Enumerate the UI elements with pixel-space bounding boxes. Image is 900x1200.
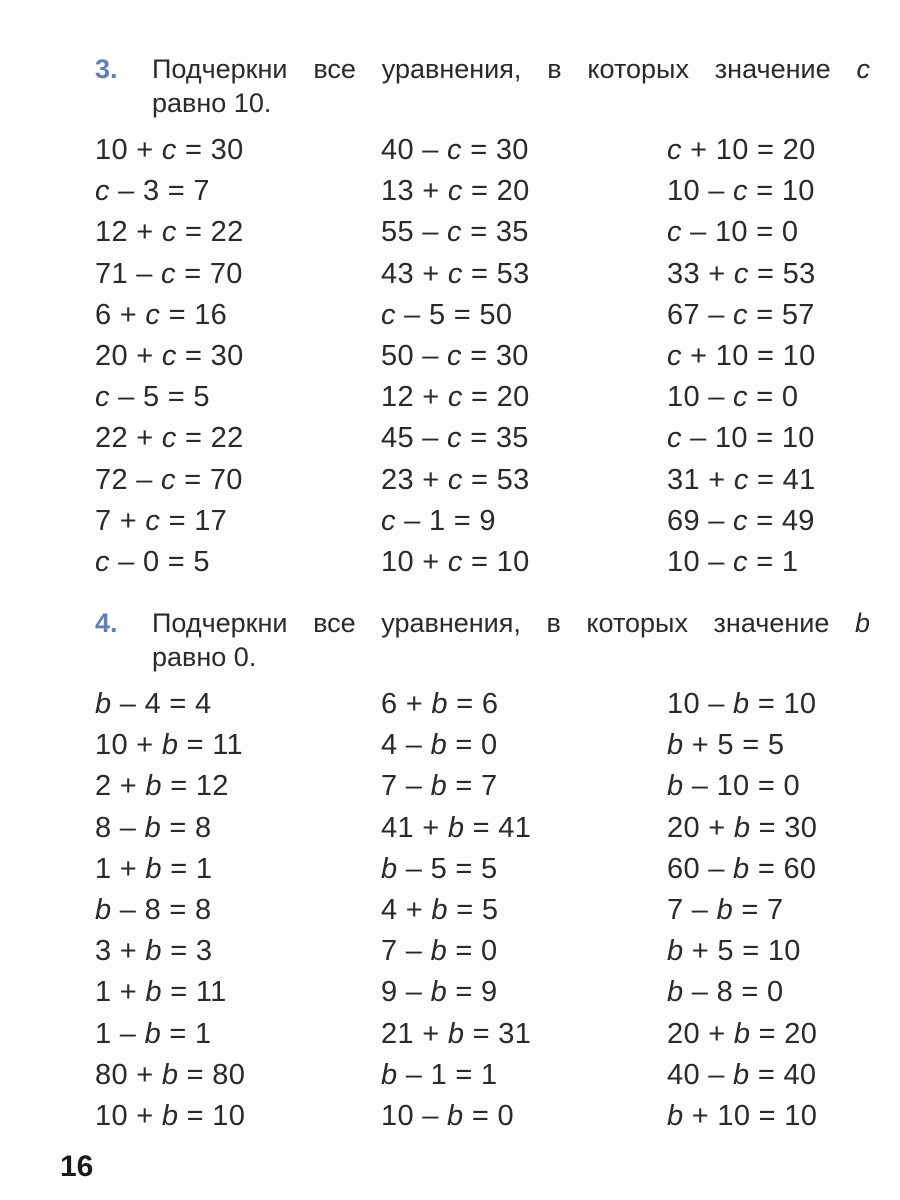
equation: 10 – b = 10 — [667, 688, 817, 720]
instruction-word: все — [313, 608, 356, 638]
instruction-word: которых — [587, 54, 689, 84]
equation: b – 4 = 4 — [95, 688, 212, 720]
equation-grid — [95, 684, 870, 1137]
instruction-word: Подчеркни — [152, 608, 288, 638]
equation: 10 + b = 11 — [95, 729, 243, 762]
equation: 40 – c = 30 — [381, 134, 529, 166]
equation: c – 10 = 0 — [667, 216, 799, 249]
task-number: 3. — [95, 54, 118, 84]
equation: 10 + b = 10 — [95, 1099, 246, 1132]
equation-grid — [95, 130, 870, 583]
equation: 41 + b = 41 — [381, 811, 532, 844]
equation: 1 + b = 11 — [95, 976, 227, 1009]
equation: 31 + c = 41 — [667, 463, 816, 496]
instruction-word: значение — [713, 608, 830, 638]
instruction-word: в — [546, 608, 561, 638]
equation: 7 – b = 0 — [381, 935, 498, 968]
equation: 10 – c = 1 — [667, 545, 799, 578]
task-instruction — [152, 606, 870, 674]
instruction-word: которых — [586, 608, 688, 638]
equation: b – 1 = 1 — [381, 1058, 498, 1091]
instruction-variable: b — [854, 608, 870, 638]
equation: 1 + b = 1 — [95, 852, 213, 885]
instruction-variable: c — [856, 54, 870, 84]
equation: 10 – b = 0 — [381, 1099, 514, 1132]
equation: 45 – c = 35 — [381, 422, 529, 455]
instruction-line-2: равно 10. — [152, 88, 272, 118]
equation: b + 10 = 10 — [667, 1099, 818, 1132]
equation: b + 5 = 5 — [667, 729, 785, 762]
equation: 10 – c = 0 — [667, 381, 799, 414]
equation: 33 + c = 53 — [667, 257, 816, 290]
instruction-word: уравнения, — [381, 54, 522, 84]
instruction-word: Подчеркни — [152, 54, 288, 84]
equation: c + 10 = 10 — [667, 339, 816, 372]
equation: 6 + b = 6 — [381, 688, 499, 720]
equation: 40 – b = 40 — [667, 1058, 817, 1091]
task-3-heading — [95, 52, 870, 120]
instruction-word: все — [313, 54, 356, 84]
equation: c + 10 = 20 — [667, 134, 816, 166]
equation: b – 5 = 5 — [381, 852, 498, 885]
equation: 10 + c = 10 — [381, 545, 530, 578]
equation: 13 + c = 20 — [381, 175, 530, 208]
equation: 60 – b = 60 — [667, 852, 817, 885]
task-3 — [95, 52, 870, 583]
equation: b – 10 = 0 — [667, 770, 800, 803]
equation: 80 + b = 80 — [95, 1058, 246, 1091]
equation: c – 3 = 7 — [95, 175, 210, 208]
task-4-heading — [95, 606, 870, 674]
instruction-line-1 — [152, 606, 870, 640]
equation: 67 – c = 57 — [667, 298, 815, 331]
equation: 72 – c = 70 — [95, 463, 243, 496]
equation: 1 – b = 1 — [95, 1017, 212, 1050]
instruction-line-2: равно 0. — [152, 642, 257, 672]
equation: 7 – b = 7 — [667, 893, 784, 926]
equation: 43 + c = 53 — [381, 257, 530, 290]
equation: 3 + b = 3 — [95, 935, 213, 968]
equation: 7 + c = 17 — [95, 504, 228, 537]
instruction-word: уравнения, — [381, 608, 521, 638]
equation: b – 8 = 8 — [95, 893, 212, 926]
equation: c – 0 = 5 — [95, 545, 210, 578]
equation: 7 – b = 7 — [381, 770, 498, 803]
equation: 10 + c = 30 — [95, 134, 244, 166]
equation: 69 – c = 49 — [667, 504, 815, 537]
equation: 4 – b = 0 — [381, 729, 498, 762]
instruction-line-1 — [152, 52, 870, 86]
equation: 50 – c = 30 — [381, 339, 529, 372]
equation: 9 – b = 9 — [381, 976, 498, 1009]
equation: c – 5 = 5 — [95, 381, 210, 414]
equation: 22 + c = 22 — [95, 422, 244, 455]
equation: 20 + c = 30 — [95, 339, 244, 372]
equation: c – 5 = 50 — [381, 298, 513, 331]
task-4 — [95, 606, 870, 1137]
equation: b + 5 = 10 — [667, 935, 801, 968]
equation: c – 10 = 10 — [667, 422, 815, 455]
equation: 6 + c = 16 — [95, 298, 228, 331]
task-number: 4. — [95, 608, 118, 638]
equation: 2 + b = 12 — [95, 770, 229, 803]
equation: 21 + b = 31 — [381, 1017, 532, 1050]
equation: 4 + b = 5 — [381, 893, 499, 926]
equation: 12 + c = 22 — [95, 216, 244, 249]
equation: 71 – c = 70 — [95, 257, 243, 290]
equation: 20 + b = 30 — [667, 811, 818, 844]
instruction-word: в — [547, 54, 562, 84]
equation: 12 + c = 20 — [381, 381, 530, 414]
equation: 20 + b = 20 — [667, 1017, 818, 1050]
instruction-word: значение — [714, 54, 831, 84]
equation: c – 1 = 9 — [381, 504, 496, 537]
equation: b – 8 = 0 — [667, 976, 784, 1009]
equation: 23 + c = 53 — [381, 463, 530, 496]
equation: 10 – c = 10 — [667, 175, 815, 208]
equation: 55 – c = 35 — [381, 216, 529, 249]
page-number: 16 — [60, 1150, 94, 1183]
task-instruction — [152, 52, 870, 120]
equation: 8 – b = 8 — [95, 811, 212, 844]
